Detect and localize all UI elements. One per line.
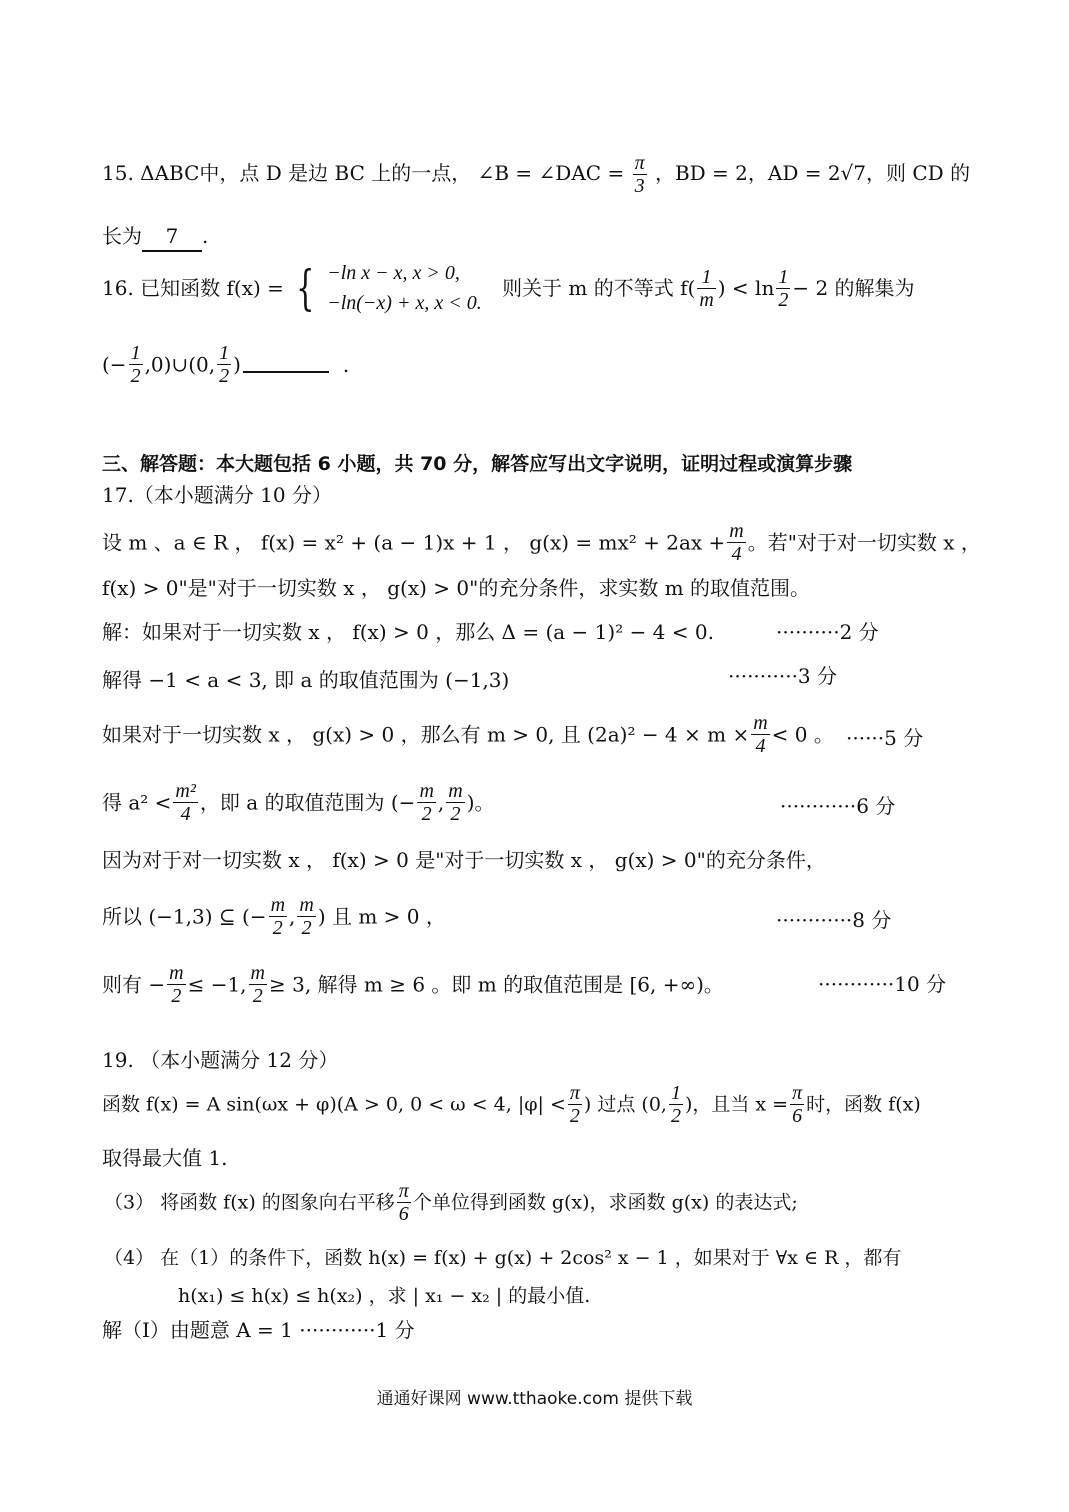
q15-frac-den: 3 bbox=[634, 175, 645, 197]
q17-points-8: ············8 分 bbox=[776, 908, 892, 932]
q19-l1-frac3-num: π bbox=[792, 1082, 803, 1104]
q16-mid2: ) < ln bbox=[717, 276, 775, 300]
q16-ans-a: (− bbox=[102, 352, 127, 377]
q16-answer-underline bbox=[243, 357, 329, 373]
q17-line6 bbox=[102, 780, 495, 825]
q17-line5 bbox=[102, 712, 834, 757]
q17-l6-frac3-num: m bbox=[448, 780, 463, 802]
q16-ans-frac2-den: 2 bbox=[219, 365, 230, 387]
q17-l9b: ≤ −1, bbox=[187, 972, 247, 997]
q19-l1-frac1 bbox=[568, 1082, 582, 1127]
q16-ans-frac2 bbox=[217, 342, 231, 387]
q17-points-6: ············6 分 bbox=[780, 794, 896, 818]
q17-l6c: , bbox=[437, 790, 445, 815]
q19-solution: 解（I）由题意 A = 1 ············1 分 bbox=[102, 1318, 415, 1342]
q17-l9-frac1-num: m bbox=[169, 962, 184, 984]
q17-line7: 因为对于对一切实数 x ， f(x) > 0 是"对于一切实数 x ， g(x) > 0"的充分条件， bbox=[102, 848, 826, 872]
q19-item3a: （3） 将函数 f(x) 的图象向右平移 bbox=[104, 1191, 395, 1214]
q19-item3-frac-num: π bbox=[398, 1180, 409, 1202]
q16-frac-1-m bbox=[697, 266, 715, 311]
q16-cases bbox=[327, 258, 482, 318]
q17-l8-frac2 bbox=[297, 894, 315, 939]
q17-l6-frac1-num: m² bbox=[175, 780, 196, 802]
q19-l1-frac2 bbox=[669, 1082, 683, 1127]
q16-case2: −ln(−x) + x, x < 0. bbox=[327, 292, 482, 314]
q17-l6-frac2-num: m bbox=[419, 780, 434, 802]
q17-line8 bbox=[102, 894, 446, 939]
q17-l6-frac1-den: 4 bbox=[180, 803, 191, 825]
q17-l9a: 则有 − bbox=[102, 972, 166, 997]
q15-answer: 7 bbox=[142, 222, 202, 252]
q16-ans-frac1-num: 1 bbox=[130, 342, 141, 364]
q15-frac-num: π bbox=[634, 152, 645, 174]
q19-l1c: )，且当 x = bbox=[684, 1093, 789, 1116]
q19-l1a: 函数 f(x) = A sin(ωx + φ)(A > 0, 0 < ω < 4, |φ| < bbox=[102, 1093, 566, 1116]
q17-l5-frac-den: 4 bbox=[755, 735, 766, 757]
q19-l1-frac3 bbox=[790, 1082, 804, 1127]
q17-l9-frac1 bbox=[167, 962, 185, 1007]
q17-l6b: ，即 a 的取值范围为 (− bbox=[199, 790, 416, 815]
q19-line2: 取得最大值 1. bbox=[102, 1146, 228, 1170]
q15-answer-label: 长为 bbox=[102, 224, 142, 248]
q16-frac2-den: 2 bbox=[778, 288, 789, 311]
q17-l8-frac2-num: m bbox=[299, 894, 314, 916]
q17-l1-frac-num: m bbox=[729, 520, 744, 542]
q17-l1-frac bbox=[727, 520, 745, 565]
q17-l5-frac bbox=[751, 712, 769, 757]
q15-line1 bbox=[102, 152, 970, 197]
q19-l1-frac2-den: 2 bbox=[670, 1105, 681, 1127]
q17-line2: f(x) > 0"是"对于一切实数 x ， g(x) > 0"的充分条件，求实数 m 的取值范围。 bbox=[102, 576, 810, 600]
q17-l1-frac-den: 4 bbox=[731, 543, 742, 565]
q16-ans-frac1 bbox=[129, 342, 143, 387]
q17-l8c: ) 且 m > 0 ， bbox=[317, 904, 446, 929]
q17-title: 17.（本小题满分 10 分） bbox=[102, 483, 332, 507]
q16-ans-end: . bbox=[342, 352, 350, 377]
q17-l6-frac2-den: 2 bbox=[421, 803, 432, 825]
q17-l9c: ≥ 3, 解得 m ≥ 6 。即 m 的取值范围是 [6, +∞)。 bbox=[269, 972, 724, 997]
q19-item3-frac bbox=[397, 1180, 411, 1225]
q19-item4-line2: h(x₁) ≤ h(x) ≤ h(x₂) ，求 | x₁ − x₂ | 的最小值. bbox=[178, 1285, 591, 1307]
q17-l8-frac2-den: 2 bbox=[301, 917, 312, 939]
q15-line2 bbox=[102, 222, 208, 252]
q19-l1-frac3-den: 6 bbox=[792, 1105, 803, 1127]
q15-period: . bbox=[202, 224, 209, 248]
q19-item3-frac-den: 6 bbox=[398, 1203, 409, 1225]
q17-l5-frac-num: m bbox=[753, 712, 768, 734]
q17-l6-frac2 bbox=[417, 780, 435, 825]
q16-ans-b: ,0)∪(0, bbox=[144, 352, 216, 377]
q17-l8-frac1 bbox=[269, 894, 287, 939]
q15-fraction bbox=[633, 152, 647, 197]
q17-l9-frac1-den: 2 bbox=[171, 985, 182, 1007]
q16-mid: 则关于 m 的不等式 f( bbox=[502, 276, 696, 300]
q16-case1: −ln x − x, x > 0, bbox=[327, 262, 460, 284]
q16-frac-half bbox=[776, 266, 790, 311]
q15-text-b: ，BD = 2，AD = 2√7，则 CD 的 bbox=[654, 161, 971, 185]
q17-points-5: ······5 分 bbox=[846, 726, 924, 750]
q17-l1b: 。若"对于对一切实数 x ， bbox=[747, 530, 981, 555]
q17-l9-frac2 bbox=[249, 962, 267, 1007]
q19-title: 19. （本小题满分 12 分） bbox=[102, 1048, 339, 1072]
q16-frac2-num: 1 bbox=[778, 265, 789, 288]
q16-tail: − 2 的解集为 bbox=[792, 276, 915, 300]
q19-l1-frac1-num: π bbox=[569, 1082, 580, 1104]
q17-points-10: ············10 分 bbox=[818, 972, 947, 996]
q17-line3: 解：如果对于一切实数 x ， f(x) > 0 ，那么 Δ = (a − 1)² − 4 < 0. bbox=[102, 620, 714, 644]
q17-l1a: 设 m 、a ∈ R ， f(x) = x² + (a − 1)x + 1 ， g(x) = mx² + 2ax + bbox=[102, 530, 726, 555]
q17-l8-frac1-num: m bbox=[270, 894, 286, 916]
q17-l5a: 如果对于一切实数 x ， g(x) > 0 ，那么有 m > 0, 且 (2a)² − 4 × m × bbox=[102, 722, 750, 747]
q17-l9-frac2-den: 2 bbox=[252, 985, 263, 1007]
q16-frac1-den: m bbox=[699, 288, 714, 311]
q17-l9-frac2-num: m bbox=[250, 962, 265, 984]
q19-line1 bbox=[102, 1082, 921, 1127]
q17-l5b: < 0 。 bbox=[771, 722, 834, 747]
q16-ans-frac1-den: 2 bbox=[130, 365, 141, 387]
q16-ans-frac2-num: 1 bbox=[219, 342, 230, 364]
q19-l1-frac2-num: 1 bbox=[670, 1082, 681, 1104]
page-footer: 通通好课网 www.tthaoke.com 提供下载 bbox=[376, 1389, 693, 1409]
q17-l6-frac1 bbox=[173, 780, 197, 825]
q15-text-a: 15. ΔABC中，点 D 是边 BC 上的一点， ∠B = ∠DAC = bbox=[102, 161, 625, 185]
q16-line1 bbox=[102, 258, 915, 318]
q17-l8a: 所以 (−1,3) ⊆ (− bbox=[102, 904, 267, 929]
q16-frac1-num: 1 bbox=[697, 266, 715, 289]
q17-l8-frac1-den: 2 bbox=[272, 917, 283, 939]
q17-points-3: ···········3 分 bbox=[728, 664, 838, 688]
q19-item3b: 个单位得到函数 g(x)，求函数 g(x) 的表达式; bbox=[412, 1191, 798, 1214]
q17-l6a: 得 a² < bbox=[102, 790, 172, 815]
q17-l6-frac3-den: 2 bbox=[450, 803, 461, 825]
q17-line4: 解得 −1 < a < 3, 即 a 的取值范围为 (−1,3) bbox=[102, 668, 510, 692]
q19-l1b: ) 过点 (0, bbox=[583, 1093, 667, 1116]
q19-l1d: 时，函数 f(x) bbox=[806, 1093, 921, 1116]
section-heading: 三、解答题：本大题包括 6 小题，共 70 分，解答应写出文字说明，证明过程或演算步骤 bbox=[102, 453, 853, 475]
q17-l6d: )。 bbox=[466, 790, 495, 815]
q16-prefix: 16. 已知函数 f(x) = bbox=[102, 276, 284, 300]
q16-ans-c: ) bbox=[233, 352, 241, 377]
q17-points-2: ··········2 分 bbox=[776, 620, 879, 644]
q17-l6-frac3 bbox=[446, 780, 464, 825]
q17-l8b: , bbox=[289, 904, 296, 929]
left-brace-icon: { bbox=[296, 260, 315, 316]
q17-line1 bbox=[102, 520, 981, 565]
q16-answer bbox=[102, 342, 349, 387]
q19-l1-frac1-den: 2 bbox=[569, 1105, 580, 1127]
q19-item4-line1: （4） 在（1）的条件下，函数 h(x) = f(x) + g(x) + 2cos² x − 1 ，如果对于 ∀x ∈ R ，都有 bbox=[104, 1247, 902, 1269]
q17-line9 bbox=[102, 962, 724, 1007]
q19-item3 bbox=[104, 1180, 798, 1225]
